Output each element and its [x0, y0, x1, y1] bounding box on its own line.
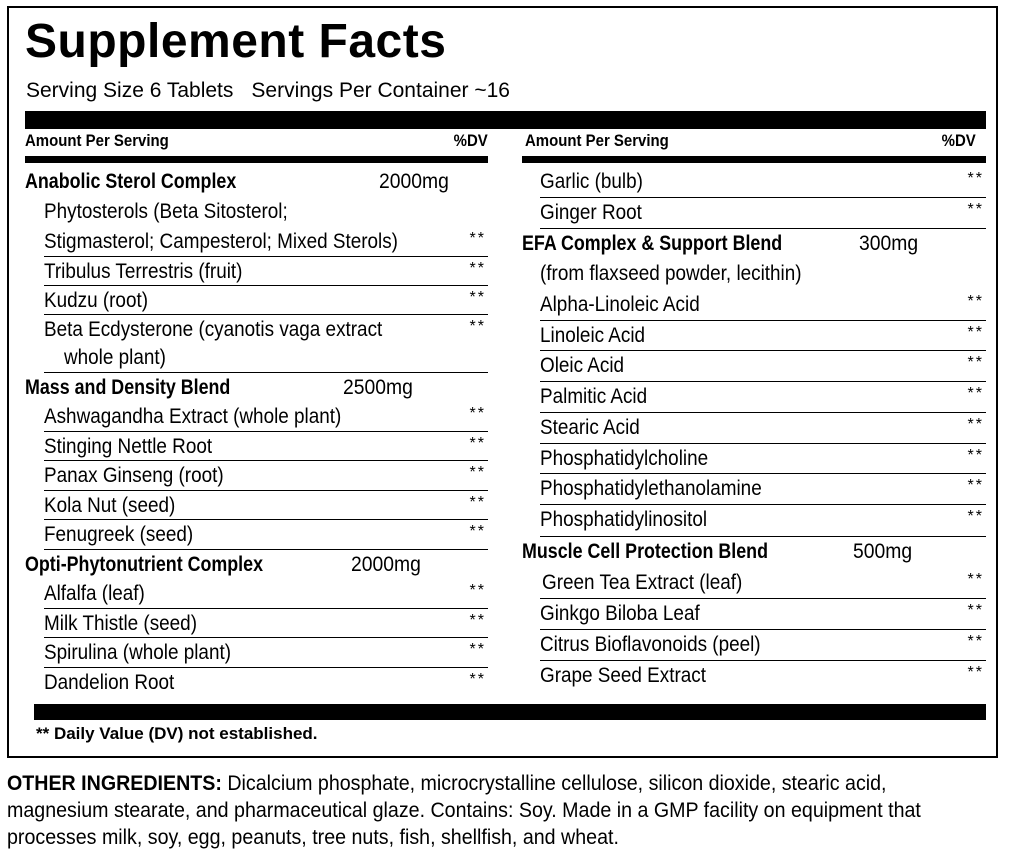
ingredient-name: Beta Ecdysterone (cyanotis vaga extract — [44, 318, 383, 341]
ingredient-row — [25, 669, 488, 699]
blend-amount: 500mg — [853, 540, 913, 563]
row-divider — [540, 598, 986, 599]
ingredient-name: Milk Thistle (seed) — [44, 612, 197, 635]
daily-value: ** — [469, 435, 486, 452]
ingredient-row — [25, 258, 488, 288]
row-divider — [44, 314, 488, 315]
row-divider — [540, 443, 986, 444]
ingredient-name: Ashwagandha Extract (whole plant) — [44, 405, 342, 428]
daily-value: ** — [469, 641, 486, 658]
daily-value: ** — [967, 170, 984, 187]
serving-info — [26, 79, 510, 103]
ingredient-row — [25, 610, 488, 640]
row-divider — [540, 629, 986, 630]
ingredient-name: Ginkgo Biloba Leaf — [540, 602, 700, 625]
ingredient-name: Citrus Bioflavonoids (peel) — [540, 633, 761, 656]
row-divider — [44, 637, 488, 638]
ingredient-name: Spirulina (whole plant) — [44, 641, 232, 664]
blend-name: Muscle Cell Protection Blend — [522, 540, 768, 563]
daily-value: ** — [967, 664, 984, 681]
daily-value: ** — [469, 494, 486, 511]
daily-value: ** — [469, 230, 486, 247]
ingredient-row — [522, 322, 986, 352]
daily-value: ** — [469, 289, 486, 306]
ingredient-name: Green Tea Extract (leaf) — [542, 571, 743, 594]
daily-value: ** — [967, 385, 984, 402]
ingredient-row — [522, 631, 986, 661]
ingredient-row — [522, 291, 986, 321]
ingredient-name: (from flaxseed powder, lecithin) — [540, 262, 802, 285]
blend-row — [522, 230, 986, 260]
daily-value: ** — [469, 318, 486, 335]
daily-value: ** — [469, 612, 486, 629]
row-divider — [540, 350, 986, 351]
blend-amount: 300mg — [859, 232, 919, 255]
ingredient-name: Dandelion Root — [44, 671, 175, 694]
ingredient-row — [25, 462, 488, 492]
ingredient-name: Tribulus Terrestris (fruit) — [44, 260, 243, 283]
ingredient-name: Panax Ginseng (root) — [44, 464, 224, 487]
daily-value: ** — [967, 447, 984, 464]
ingredient-name: whole plant) — [64, 346, 166, 369]
ingredient-row — [25, 228, 488, 258]
ingredient-name: Phosphatidylcholine — [540, 447, 709, 470]
row-divider — [540, 228, 986, 229]
row-divider — [44, 372, 488, 373]
ingredient-row — [522, 569, 986, 599]
row-divider — [540, 320, 986, 321]
daily-value: ** — [967, 354, 984, 371]
daily-value: ** — [967, 633, 984, 650]
ingredient-name: Linoleic Acid — [540, 324, 646, 347]
ingredient-row — [522, 445, 986, 475]
left-header-rule — [25, 156, 488, 163]
other-ingredients-label: OTHER INGREDIENTS: — [7, 772, 222, 795]
ingredient-row — [522, 414, 986, 444]
ingredient-row — [522, 199, 986, 229]
ingredient-row — [522, 260, 986, 290]
ingredient-row — [25, 316, 488, 346]
daily-value: ** — [967, 201, 984, 218]
daily-value: ** — [967, 571, 984, 588]
daily-value: ** — [967, 477, 984, 494]
other-ingredients-text: Dicalcium phosphate, microcrystalline cellulose, silicon dioxide, stearic acid, magnesium stearate, and pharmaceutical glaze. Contains: Soy. Made in a GMP facility on equipment that processes milk, soy, egg, peanuts, tree nuts, fish, shellfish, and wheat. — [7, 772, 921, 849]
daily-value: ** — [967, 602, 984, 619]
row-divider — [44, 256, 488, 257]
row-divider — [44, 549, 488, 550]
blend-amount: 2000mg — [379, 170, 449, 193]
row-divider — [540, 473, 986, 474]
serving-size: Serving Size 6 Tablets — [26, 79, 234, 102]
ingredient-name: Phosphatidylethanolamine — [540, 477, 762, 500]
ingredient-name: Stigmasterol; Campesterol; Mixed Sterols) — [44, 230, 398, 253]
blend-name: EFA Complex & Support Blend — [522, 232, 783, 255]
ingredient-name: Kola Nut (seed) — [44, 494, 176, 517]
servings-per-container: Servings Per Container ~16 — [251, 79, 510, 102]
blend-amount: 2000mg — [351, 553, 421, 576]
row-divider — [44, 519, 488, 520]
left-column-header-amount: Amount Per Serving — [25, 131, 169, 150]
daily-value-footnote: ** Daily Value (DV) not established. — [36, 724, 318, 743]
blend-row — [25, 551, 488, 581]
ingredient-name: Alfalfa (leaf) — [44, 582, 145, 605]
ingredient-row — [522, 600, 986, 630]
ingredient-name: Alpha-Linoleic Acid — [540, 293, 700, 316]
ingredient-row — [25, 639, 488, 669]
panel-title: Supplement Facts — [25, 15, 447, 68]
blend-name: Anabolic Sterol Complex — [25, 170, 237, 193]
ingredient-row — [522, 475, 986, 505]
top-thick-bar — [25, 111, 986, 129]
blend-name: Opti-Phytonutrient Complex — [25, 553, 263, 576]
ingredient-name: Garlic (bulb) — [540, 170, 643, 193]
daily-value: ** — [967, 293, 984, 310]
ingredient-row — [522, 383, 986, 413]
row-divider — [44, 490, 488, 491]
daily-value: ** — [967, 508, 984, 525]
ingredient-name: Fenugreek (seed) — [44, 523, 194, 546]
blend-row — [25, 374, 488, 404]
ingredient-row — [522, 662, 986, 692]
row-divider — [540, 536, 986, 537]
bottom-thick-bar — [34, 704, 986, 720]
row-divider — [44, 285, 488, 286]
ingredient-row — [25, 344, 488, 374]
right-column-header-amount: Amount Per Serving — [525, 131, 669, 150]
row-divider — [44, 431, 488, 432]
row-divider — [540, 197, 986, 198]
ingredient-name: Ginger Root — [540, 201, 642, 224]
blend-name: Mass and Density Blend — [25, 376, 231, 399]
ingredient-row — [25, 403, 488, 433]
ingredient-row — [25, 287, 488, 317]
daily-value: ** — [967, 416, 984, 433]
ingredient-name: Oleic Acid — [540, 354, 625, 377]
row-divider — [540, 381, 986, 382]
ingredient-row — [25, 198, 488, 228]
row-divider — [44, 608, 488, 609]
ingredient-row — [522, 506, 986, 536]
blend-amount: 2500mg — [343, 376, 413, 399]
ingredient-name: Stinging Nettle Root — [44, 435, 213, 458]
row-divider — [44, 460, 488, 461]
daily-value: ** — [469, 260, 486, 277]
ingredient-row — [25, 492, 488, 522]
ingredient-name: Kudzu (root) — [44, 289, 149, 312]
ingredient-name: Palmitic Acid — [540, 385, 648, 408]
ingredient-row — [522, 352, 986, 382]
row-divider — [540, 504, 986, 505]
right-column-header-dv: %DV — [941, 131, 976, 150]
daily-value: ** — [469, 582, 486, 599]
blend-row — [25, 168, 488, 198]
ingredient-name: Phosphatidylinositol — [540, 508, 708, 531]
daily-value: ** — [469, 405, 486, 422]
right-header-rule — [522, 156, 986, 163]
daily-value: ** — [469, 523, 486, 540]
left-column-header-dv: %DV — [453, 131, 488, 150]
ingredient-name: Stearic Acid — [540, 416, 640, 439]
daily-value: ** — [469, 671, 486, 688]
row-divider — [44, 667, 488, 668]
daily-value: ** — [967, 324, 984, 341]
row-divider — [540, 660, 986, 661]
ingredient-row — [522, 168, 986, 198]
ingredient-name: Phytosterols (Beta Sitosterol; — [44, 200, 288, 223]
ingredient-row — [25, 521, 488, 551]
ingredient-name: Grape Seed Extract — [540, 664, 706, 687]
daily-value: ** — [469, 464, 486, 481]
row-divider — [540, 412, 986, 413]
ingredient-row — [25, 580, 488, 610]
ingredient-row — [25, 433, 488, 463]
blend-row — [522, 538, 986, 568]
other-ingredients — [7, 770, 940, 851]
